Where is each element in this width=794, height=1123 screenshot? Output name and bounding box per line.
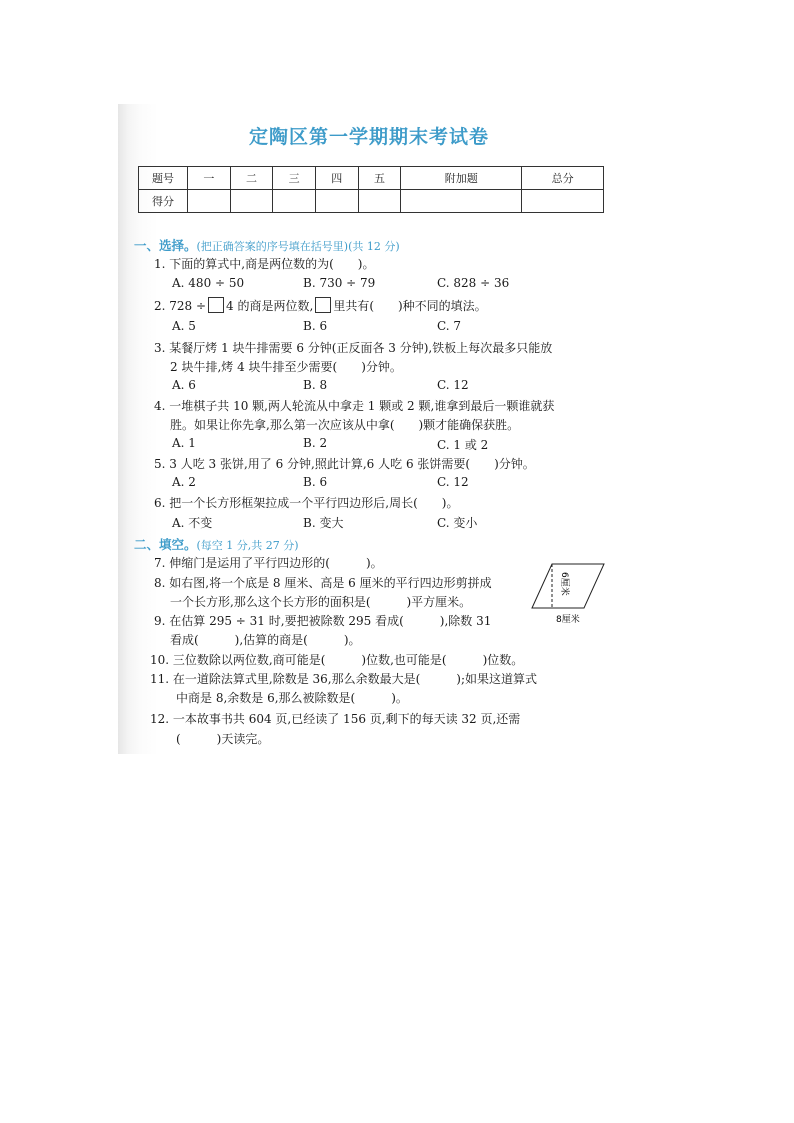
q2-pre: 2. 728 ÷ <box>154 299 207 313</box>
q2-text <box>154 297 487 314</box>
parallelogram-figure <box>522 560 608 626</box>
q5-option-a[interactable]: A. 2 <box>172 475 196 489</box>
q1-option-a[interactable]: A. 480 ÷ 50 <box>172 276 245 290</box>
score-cell[interactable] <box>315 190 358 213</box>
q3-option-a[interactable]: A. 6 <box>172 378 196 392</box>
q2-post: 里共有( )种不同的填法。 <box>333 299 487 313</box>
q3-line2: 2 块牛排,烤 4 块牛排至少需要( )分钟。 <box>170 360 402 374</box>
q5-option-b[interactable]: B. 6 <box>303 475 328 489</box>
height-label: 6厘米 <box>559 572 569 596</box>
score-header-cell: 题号 <box>139 167 188 190</box>
q2-option-b[interactable]: B. 6 <box>303 319 328 333</box>
q9-line1: 9. 在估算 295 ÷ 31 时,要把被除数 295 看成( ),除数 31 <box>154 614 492 628</box>
q12-line1: 12. 一本故事书共 604 页,已经读了 156 页,剩下的每天读 32 页,还需 <box>150 712 521 726</box>
q6-option-c[interactable]: C. 变小 <box>437 516 478 530</box>
section1-heading <box>134 236 400 254</box>
score-cell[interactable] <box>273 190 316 213</box>
q4-option-c[interactable]: C. 1 或 2 <box>437 438 489 452</box>
q6-text: 6. 把一个长方形框架拉成一个平行四边形后,周长( )。 <box>154 496 459 510</box>
q3-line1: 3. 某餐厅烤 1 块牛排需要 6 分钟(正反面各 3 分钟),铁板上每次最多只能放 <box>154 341 553 355</box>
base-label: 8厘米 <box>556 615 580 625</box>
blank-box[interactable] <box>315 297 331 313</box>
section1-title: 一、选择。 <box>134 238 197 253</box>
score-value-row <box>139 190 604 213</box>
section2-heading <box>134 535 299 553</box>
q2-option-c[interactable]: C. 7 <box>437 319 462 333</box>
q5-text: 5. 3 人吃 3 张饼,用了 6 分钟,照此计算,6 人吃 6 张饼需要( )分钟。 <box>154 457 535 471</box>
q4-option-b[interactable]: B. 2 <box>303 436 328 450</box>
q8-line2: 一个长方形,那么这个长方形的面积是( )平方厘米。 <box>170 595 472 609</box>
q9-line2: 看成( ),估算的商是( )。 <box>170 633 361 647</box>
q11-line1: 11. 在一道除法算式里,除数是 36,那么余数最大是( );如果这道算式 <box>150 672 538 686</box>
q6-option-a[interactable]: A. 不变 <box>172 516 213 530</box>
section2-note: (每空 1 分,共 27 分) <box>196 539 299 552</box>
score-table <box>138 166 604 213</box>
score-header-cell: 三 <box>273 167 316 190</box>
q5-option-c[interactable]: C. 12 <box>437 475 469 489</box>
score-cell[interactable] <box>230 190 273 213</box>
q1-option-c[interactable]: C. 828 ÷ 36 <box>437 276 510 290</box>
score-cell[interactable] <box>358 190 401 213</box>
blank-box[interactable] <box>208 297 224 313</box>
q12-line2: ( )天读完。 <box>176 732 270 746</box>
q1-text: 1. 下面的算式中,商是两位数的为( )。 <box>154 257 375 271</box>
q4-line1: 4. 一堆棋子共 10 颗,两人轮流从中拿走 1 颗或 2 颗,谁拿到最后一颗谁就获 <box>154 399 555 413</box>
section2-title: 二、填空。 <box>134 537 197 552</box>
q3-option-b[interactable]: B. 8 <box>303 378 328 392</box>
score-header-row <box>139 167 604 190</box>
q7-text: 7. 伸缩门是运用了平行四边形的( )。 <box>154 556 383 570</box>
score-header-cell: 总分 <box>522 167 604 190</box>
q3-option-c[interactable]: C. 12 <box>437 378 469 392</box>
q4-option-a[interactable]: A. 1 <box>172 436 196 450</box>
q11-line2: 中商是 8,余数是 6,那么被除数是( )。 <box>176 691 408 705</box>
q2-option-a[interactable]: A. 5 <box>172 319 196 333</box>
q8-line1: 8. 如右图,将一个底是 8 厘米、高是 6 厘米的平行四边形剪拼成 <box>154 576 492 590</box>
q4-line2: 胜。如果让你先拿,那么第一次应该从中拿( )颗才能确保获胜。 <box>170 418 520 432</box>
score-cell[interactable] <box>188 190 231 213</box>
section1-note: (把正确答案的序号填在括号里)(共 12 分) <box>196 240 400 253</box>
score-header-cell: 五 <box>358 167 401 190</box>
q2-mid: 4 的商是两位数, <box>226 299 314 313</box>
q6-option-b[interactable]: B. 变大 <box>303 516 344 530</box>
score-cell[interactable] <box>401 190 522 213</box>
score-header-cell: 一 <box>188 167 231 190</box>
score-header-cell: 附加题 <box>401 167 522 190</box>
score-header-cell: 四 <box>315 167 358 190</box>
exam-title: 定陶区第一学期期末考试卷 <box>248 126 489 148</box>
score-cell[interactable] <box>522 190 604 213</box>
q10-text: 10. 三位数除以两位数,商可能是( )位数,也可能是( )位数。 <box>150 653 524 667</box>
q1-option-b[interactable]: B. 730 ÷ 79 <box>303 276 376 290</box>
score-header-cell: 二 <box>230 167 273 190</box>
score-row-label: 得分 <box>139 190 188 213</box>
